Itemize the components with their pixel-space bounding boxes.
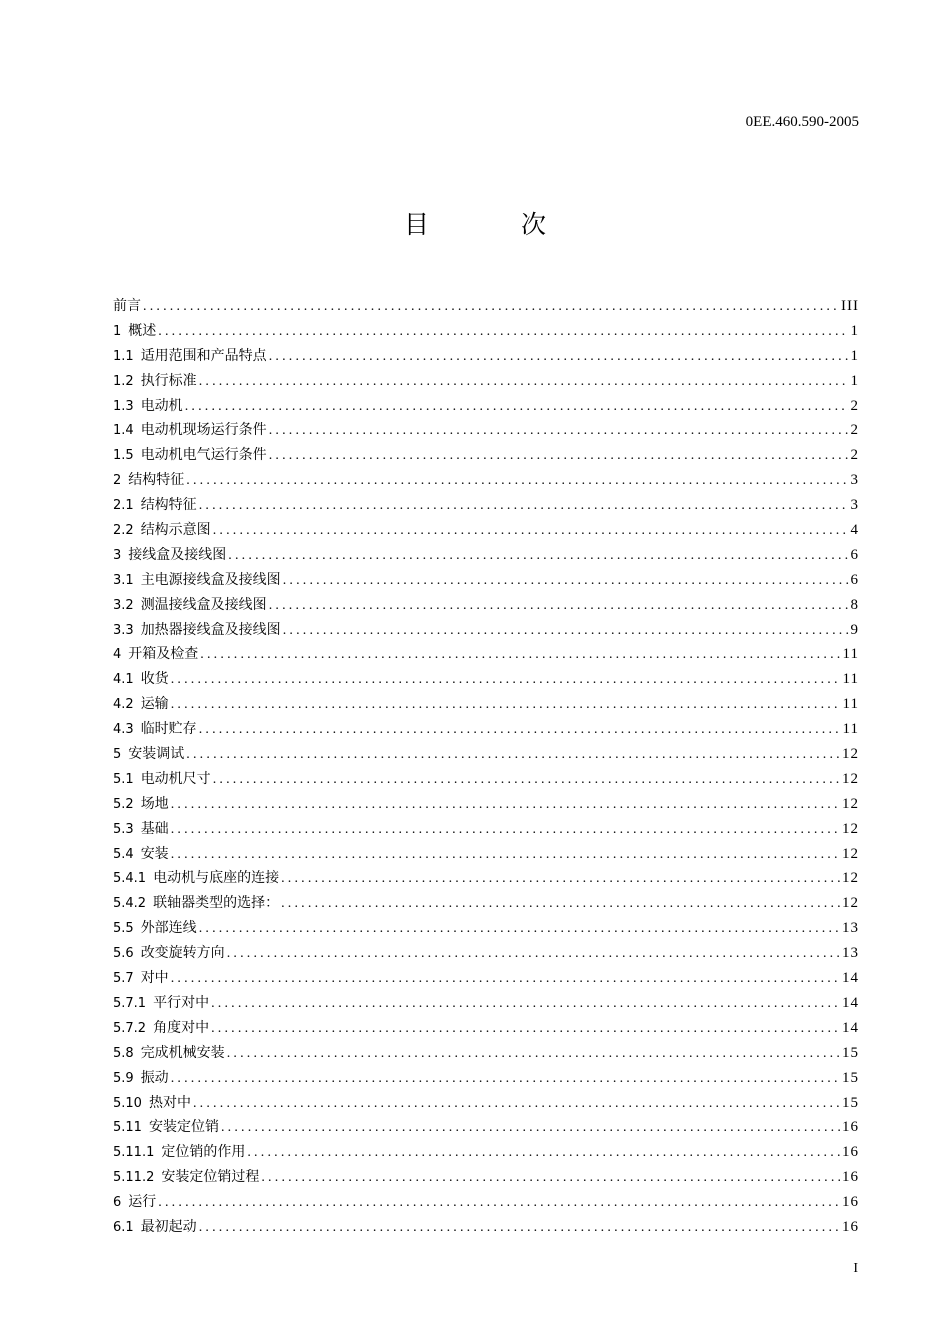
toc-dot-leader xyxy=(283,569,849,593)
toc-entry-number: 1.1 xyxy=(113,348,134,364)
toc-entry-page: 1 xyxy=(850,372,859,389)
toc-dot-leader xyxy=(171,818,840,842)
toc-entry[interactable] xyxy=(113,618,859,643)
toc-entry-number: 5.11 xyxy=(113,1120,142,1136)
toc-entry-page: 1 xyxy=(850,322,859,339)
toc-entry-number: 5.11.2 xyxy=(113,1170,155,1186)
toc-entry[interactable] xyxy=(113,1091,859,1116)
toc-entry-page: 16 xyxy=(842,1169,859,1186)
toc-entry-number: 4 xyxy=(113,647,122,663)
toc-entry-number: 5.10 xyxy=(113,1095,142,1111)
toc-entry-page: 12 xyxy=(842,820,859,837)
toc-entry[interactable] xyxy=(113,1066,859,1091)
toc-entry-number: 1 xyxy=(113,323,122,339)
toc-entry-title: 角度对中 xyxy=(153,1019,210,1036)
toc-entry-number: 4.3 xyxy=(113,722,134,738)
toc-dot-leader xyxy=(228,544,848,568)
toc-entry-page: 14 xyxy=(842,970,859,987)
toc-entry-title: 运输 xyxy=(140,696,169,713)
toc-entry-number: 3.3 xyxy=(113,622,134,638)
toc-entry-number: 2.2 xyxy=(113,523,134,539)
toc-entry[interactable] xyxy=(113,692,859,717)
toc-entry-page: 8 xyxy=(850,596,859,613)
toc-dot-leader xyxy=(199,917,840,941)
toc-entry-number: 3.1 xyxy=(113,572,134,588)
toc-entry-page: 12 xyxy=(842,870,859,887)
table-of-contents xyxy=(113,294,859,1240)
toc-entry-number: 5.7.1 xyxy=(113,995,147,1011)
toc-dot-leader xyxy=(199,494,849,518)
toc-entry-number: 5.4 xyxy=(113,846,134,862)
toc-dot-leader xyxy=(158,320,848,344)
toc-dot-leader xyxy=(199,370,849,394)
toc-entry-number: 3.2 xyxy=(113,597,134,613)
toc-entry-page: 12 xyxy=(842,845,859,862)
toc-entry[interactable] xyxy=(113,1016,859,1041)
toc-dot-leader xyxy=(200,643,840,667)
toc-entry-page: 16 xyxy=(842,1218,859,1235)
toc-entry[interactable] xyxy=(113,294,859,319)
toc-entry[interactable] xyxy=(113,593,859,618)
toc-entry-title: 定位销的作用 xyxy=(161,1144,246,1161)
toc-entry[interactable] xyxy=(113,642,859,667)
toc-entry[interactable] xyxy=(113,344,859,369)
toc-dot-leader xyxy=(261,1166,840,1190)
toc-entry-page: 11 xyxy=(842,721,859,738)
toc-entry-number: 4.2 xyxy=(113,697,134,713)
toc-entry-page: 12 xyxy=(842,795,859,812)
toc-entry-title: 电动机电气运行条件 xyxy=(140,447,267,464)
toc-entry-page: 1 xyxy=(850,347,859,364)
toc-entry-title: 主电源接线盒及接线图 xyxy=(140,571,281,588)
toc-entry-title: 场地 xyxy=(140,795,169,812)
toc-entry[interactable] xyxy=(113,1165,859,1190)
toc-entry-number: 5.6 xyxy=(113,946,134,962)
toc-entry[interactable] xyxy=(113,792,859,817)
toc-entry-title: 电动机尺寸 xyxy=(140,770,211,787)
toc-dot-leader xyxy=(193,1092,840,1116)
toc-entry-page: III xyxy=(841,298,859,314)
toc-dot-leader xyxy=(269,594,849,618)
toc-entry[interactable] xyxy=(113,1115,859,1140)
toc-entry-page: 9 xyxy=(850,621,859,638)
toc-entry-page: 15 xyxy=(842,1094,859,1111)
page-number: I xyxy=(853,1261,858,1276)
toc-entry-title: 外部连线 xyxy=(140,920,197,937)
toc-entry-page: 16 xyxy=(842,1194,859,1211)
toc-dot-leader xyxy=(171,843,840,867)
toc-dot-leader xyxy=(211,1017,840,1041)
toc-entry[interactable] xyxy=(113,319,859,344)
toc-entry-title: 适用范围和产品特点 xyxy=(140,347,267,364)
toc-entry-title: 电动机现场运行条件 xyxy=(140,422,267,439)
toc-entry-number: 5.11.1 xyxy=(113,1145,155,1161)
toc-dot-leader xyxy=(199,1216,840,1240)
toc-entry-title: 概述 xyxy=(128,322,157,339)
toc-entry-page: 15 xyxy=(842,1044,859,1061)
toc-entry-title: 最初起动 xyxy=(140,1218,197,1235)
toc-entry-title: 平行对中 xyxy=(153,994,210,1011)
toc-entry-page: 4 xyxy=(850,522,859,539)
toc-entry-page: 2 xyxy=(850,422,859,439)
toc-entry[interactable] xyxy=(113,568,859,593)
toc-entry-page: 13 xyxy=(842,945,859,962)
toc-entry-number: 5 xyxy=(113,747,122,763)
toc-entry-page: 12 xyxy=(842,895,859,912)
toc-dot-leader xyxy=(171,693,841,717)
toc-entry-page: 12 xyxy=(842,770,859,787)
toc-entry-title: 对中 xyxy=(140,970,169,987)
toc-entry[interactable] xyxy=(113,1215,859,1240)
toc-entry[interactable] xyxy=(113,667,859,692)
toc-entry-number: 5.7 xyxy=(113,971,134,987)
toc-entry-title: 运行 xyxy=(128,1194,157,1211)
toc-entry-number: 5.8 xyxy=(113,1045,134,1061)
toc-entry-title: 加热器接线盒及接线图 xyxy=(140,621,281,638)
toc-dot-leader xyxy=(171,668,841,692)
toc-entry[interactable] xyxy=(113,394,859,419)
toc-entry-number: 2.1 xyxy=(113,498,134,514)
toc-entry[interactable] xyxy=(113,742,859,767)
toc-entry[interactable] xyxy=(113,468,859,493)
toc-dot-leader xyxy=(185,395,849,419)
toc-entry-page: 2 xyxy=(850,397,859,414)
toc-entry-page: 14 xyxy=(842,1019,859,1036)
toc-entry-title: 临时贮存 xyxy=(140,721,197,738)
toc-entry-number: 6 xyxy=(113,1195,122,1211)
toc-entry-page: 13 xyxy=(842,920,859,937)
toc-entry[interactable] xyxy=(113,767,859,792)
toc-entry-number: 1.2 xyxy=(113,373,134,389)
toc-entry[interactable] xyxy=(113,941,859,966)
toc-entry-title: 改变旋转方向 xyxy=(140,945,225,962)
toc-entry-page: 6 xyxy=(850,571,859,588)
toc-entry[interactable] xyxy=(113,443,859,468)
toc-entry-title: 安装 xyxy=(140,845,169,862)
toc-entry-page: 11 xyxy=(842,696,859,713)
toc-entry[interactable] xyxy=(113,817,859,842)
toc-entry[interactable] xyxy=(113,1140,859,1165)
toc-entry[interactable] xyxy=(113,1041,859,1066)
toc-dot-leader xyxy=(211,992,840,1016)
toc-entry-title: 结构示意图 xyxy=(140,522,211,539)
toc-entry[interactable] xyxy=(113,493,859,518)
document-code: 0EE.460.590-2005 xyxy=(745,114,859,130)
toc-dot-leader xyxy=(247,1141,840,1165)
toc-dot-leader xyxy=(281,892,840,916)
toc-entry-page: 15 xyxy=(842,1069,859,1086)
toc-entry[interactable] xyxy=(113,369,859,394)
toc-dot-leader xyxy=(143,295,839,319)
toc-dot-leader xyxy=(269,345,849,369)
toc-dot-leader xyxy=(283,619,849,643)
toc-entry-title: 振动 xyxy=(140,1069,169,1086)
toc-dot-leader xyxy=(171,793,840,817)
toc-entry-number: 5.7.2 xyxy=(113,1020,147,1036)
toc-entry-page: 14 xyxy=(842,994,859,1011)
toc-entry-page: 11 xyxy=(842,671,859,688)
toc-entry-title: 联轴器类型的选择： xyxy=(153,895,280,912)
toc-entry-page: 3 xyxy=(850,497,859,514)
toc-entry-page: 2 xyxy=(850,447,859,464)
toc-dot-leader xyxy=(171,967,840,991)
toc-dot-leader xyxy=(158,1191,840,1215)
toc-entry-title: 完成机械安装 xyxy=(140,1044,225,1061)
toc-entry-number: 5.9 xyxy=(113,1070,134,1086)
toc-entry-title: 安装调试 xyxy=(128,746,185,763)
toc-entry-title: 安装定位销 xyxy=(148,1119,219,1136)
toc-entry[interactable] xyxy=(113,518,859,543)
toc-entry-number: 5.4.1 xyxy=(113,871,147,887)
toc-dot-leader xyxy=(199,718,841,742)
toc-entry-number: 5.4.2 xyxy=(113,896,147,912)
toc-entry-page: 3 xyxy=(850,472,859,489)
toc-entry-number: 1.4 xyxy=(113,423,134,439)
toc-entry-title: 测温接线盒及接线图 xyxy=(140,596,267,613)
toc-dot-leader xyxy=(227,1042,840,1066)
toc-entry-title: 基础 xyxy=(140,820,169,837)
toc-entry-number: 3 xyxy=(113,547,122,563)
toc-entry-title: 电动机 xyxy=(140,397,183,414)
toc-dot-leader xyxy=(213,519,849,543)
toc-entry-title: 执行标准 xyxy=(140,372,197,389)
toc-entry-number: 2 xyxy=(113,473,122,489)
toc-entry[interactable] xyxy=(113,966,859,991)
toc-entry[interactable] xyxy=(113,418,859,443)
toc-entry-title: 电动机与底座的连接 xyxy=(153,870,280,887)
toc-entry-number: 4.1 xyxy=(113,672,134,688)
toc-entry-title: 热对中 xyxy=(148,1094,191,1111)
toc-entry-number: 5.5 xyxy=(113,921,134,937)
toc-dot-leader xyxy=(213,768,840,792)
toc-entry-title: 结构特征 xyxy=(128,472,185,489)
toc-title: 目 次 xyxy=(404,210,588,239)
toc-entry[interactable] xyxy=(113,1190,859,1215)
toc-entry[interactable] xyxy=(113,717,859,742)
toc-entry-page: 12 xyxy=(842,746,859,763)
toc-entry-title: 接线盒及接线图 xyxy=(128,546,227,563)
toc-entry-page: 16 xyxy=(842,1119,859,1136)
toc-dot-leader xyxy=(171,1067,840,1091)
toc-entry-number: 6.1 xyxy=(113,1219,134,1235)
toc-entry[interactable] xyxy=(113,866,859,891)
toc-entry-title: 开箱及检查 xyxy=(128,646,199,663)
toc-dot-leader xyxy=(227,942,840,966)
toc-entry[interactable] xyxy=(113,543,859,568)
toc-dot-leader xyxy=(281,867,840,891)
toc-dot-leader xyxy=(269,419,849,443)
toc-dot-leader xyxy=(269,444,849,468)
toc-entry[interactable] xyxy=(113,891,859,916)
toc-entry[interactable] xyxy=(113,916,859,941)
toc-dot-leader xyxy=(221,1116,840,1140)
toc-entry-number: 5.1 xyxy=(113,771,134,787)
toc-entry-number: 1.3 xyxy=(113,398,134,414)
toc-entry-title: 收货 xyxy=(140,671,169,688)
toc-entry-page: 16 xyxy=(842,1144,859,1161)
toc-entry-number: 5.3 xyxy=(113,821,134,837)
toc-entry[interactable] xyxy=(113,991,859,1016)
toc-entry-title: 安装定位销过程 xyxy=(161,1169,260,1186)
toc-entry[interactable] xyxy=(113,842,859,867)
toc-dot-leader xyxy=(186,743,840,767)
toc-dot-leader xyxy=(186,469,848,493)
toc-entry-page: 6 xyxy=(850,546,859,563)
toc-entry-page: 11 xyxy=(842,646,859,663)
toc-entry-number: 1.5 xyxy=(113,448,134,464)
toc-entry-title: 结构特征 xyxy=(140,497,197,514)
toc-entry-title: 前言 xyxy=(113,298,141,314)
toc-entry-number: 5.2 xyxy=(113,796,134,812)
